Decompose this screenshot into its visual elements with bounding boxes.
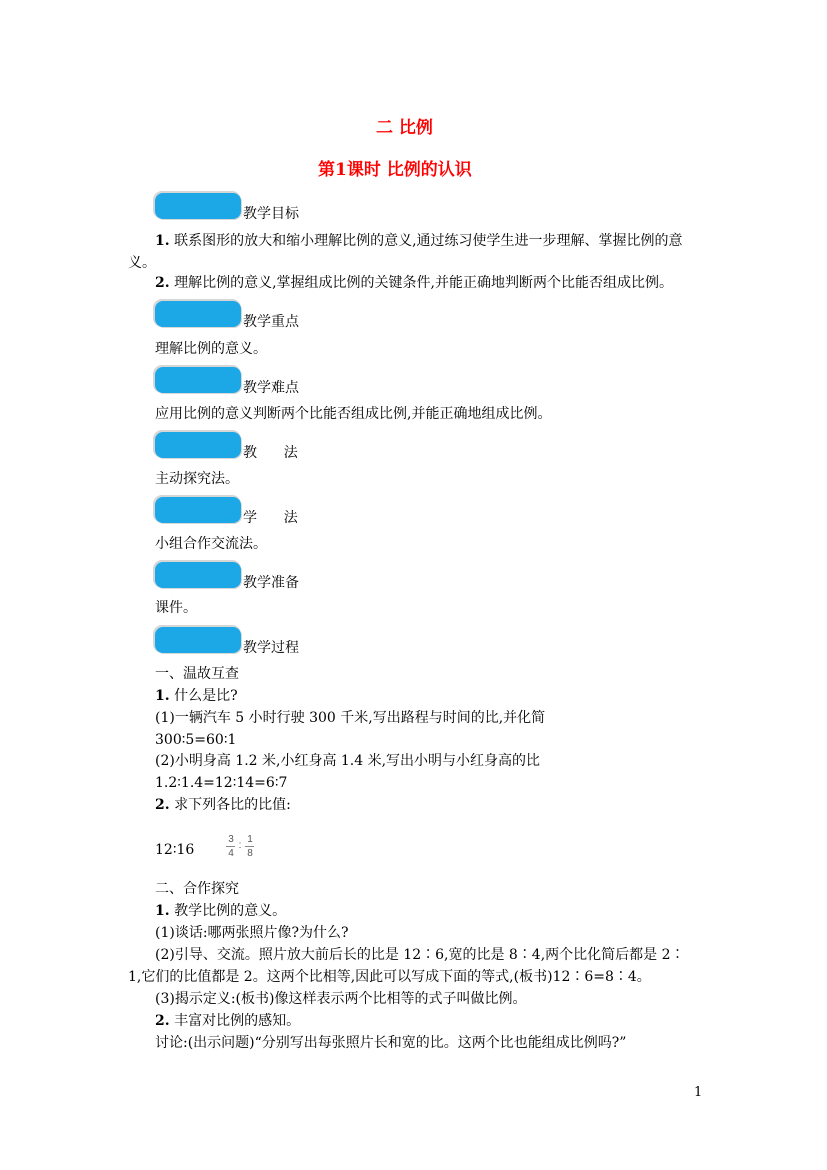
section-process xyxy=(155,627,355,655)
section-learn-method xyxy=(155,497,355,525)
section-difficult xyxy=(155,367,355,395)
section-badge xyxy=(155,367,241,393)
section-label: 教学准备 xyxy=(243,575,299,591)
step-2: 2. 丰富对比例的感知。 xyxy=(155,1013,301,1029)
fraction-colon: : xyxy=(238,840,242,851)
difficult-text: 应用比例的意义判断两个比能否组成比例,并能正确地组成比例。 xyxy=(155,406,552,422)
section-goal xyxy=(155,193,355,221)
section-badge xyxy=(155,497,241,523)
section-badge xyxy=(155,193,241,219)
question-1a: (1)一辆汽车 5 小时行驶 300 千米,写出路程与时间的比,并化简 xyxy=(155,710,546,726)
section-label: 教学过程 xyxy=(243,640,299,656)
prep-text: 课件。 xyxy=(155,600,197,616)
section-prep xyxy=(155,562,355,590)
chapter-title: 二 比例 xyxy=(376,118,433,138)
step-1b-cont: 1,它们的比值都是 2。这两个比相等,因此可以写成下面的等式,(板书)12∶6=8∶4。 xyxy=(128,969,651,985)
goal-1-cont: 义。 xyxy=(128,255,156,271)
fraction-2-numerator: 1 xyxy=(247,834,253,845)
question-1: 1. 什么是比? xyxy=(155,688,238,704)
section-key xyxy=(155,301,355,329)
question-1a-answer: 300∶5=60∶1 xyxy=(155,732,237,748)
section-badge xyxy=(155,301,241,327)
part1-title: 一、温故互查 xyxy=(155,666,239,682)
section-badge xyxy=(155,562,241,588)
fraction-2-denominator: 8 xyxy=(247,848,253,859)
step-1b: (2)引导、交流。照片放大前后长的比是 12∶6,宽的比是 8∶4,两个比化简后都是 2∶ xyxy=(155,947,685,963)
fraction-2-bar xyxy=(245,846,254,847)
step-1: 1. 教学比例的意义。 xyxy=(155,903,287,919)
lesson-title: 第1课时 比例的认识 xyxy=(318,160,472,180)
key-text: 理解比例的意义。 xyxy=(155,341,267,357)
section-label: 教学目标 xyxy=(243,206,299,222)
question-1b-answer: 1.2∶1.4=12∶14=6∶7 xyxy=(155,775,288,791)
question-2: 2. 求下列各比的比值: xyxy=(155,797,291,813)
section-label: 学 法 xyxy=(243,510,298,526)
step-2a: 讨论:(出示问题)“分别写出每张照片长和宽的比。这两个比也能组成比例吗?” xyxy=(155,1035,627,1051)
goal-2: 2. 理解比例的意义,掌握组成比例的关键条件,并能正确地判断两个比能否组成比例。 xyxy=(155,275,673,291)
section-label: 教学重点 xyxy=(243,314,299,330)
section-teach-method xyxy=(155,432,355,460)
section-label: 教学难点 xyxy=(243,380,299,396)
page-number: 1 xyxy=(694,1085,703,1100)
goal-1: 1. 联系图形的放大和缩小理解比例的意义,通过练习使学生进一步理解、掌握比例的意 xyxy=(155,233,683,249)
fraction-1-numerator: 3 xyxy=(228,834,234,845)
question-1b: (2)小明身高 1.2 米,小红身高 1.4 米,写出小明与小红身高的比 xyxy=(155,753,541,769)
ratio-12-16: 12∶16 xyxy=(155,842,195,858)
learn-method-text: 小组合作交流法。 xyxy=(155,536,267,552)
section-badge xyxy=(155,627,241,653)
section-badge xyxy=(155,432,241,458)
teach-method-text: 主动探究法。 xyxy=(155,471,239,487)
step-1c: (3)揭示定义:(板书)像这样表示两个比相等的式子叫做比例。 xyxy=(155,991,527,1007)
fraction-1-bar xyxy=(226,846,235,847)
section-label: 教 法 xyxy=(243,445,298,461)
part2-title: 二、合作探究 xyxy=(155,881,239,897)
fraction-1-denominator: 4 xyxy=(228,848,234,859)
step-1a: (1)谈话:哪两张照片像?为什么? xyxy=(155,925,349,941)
